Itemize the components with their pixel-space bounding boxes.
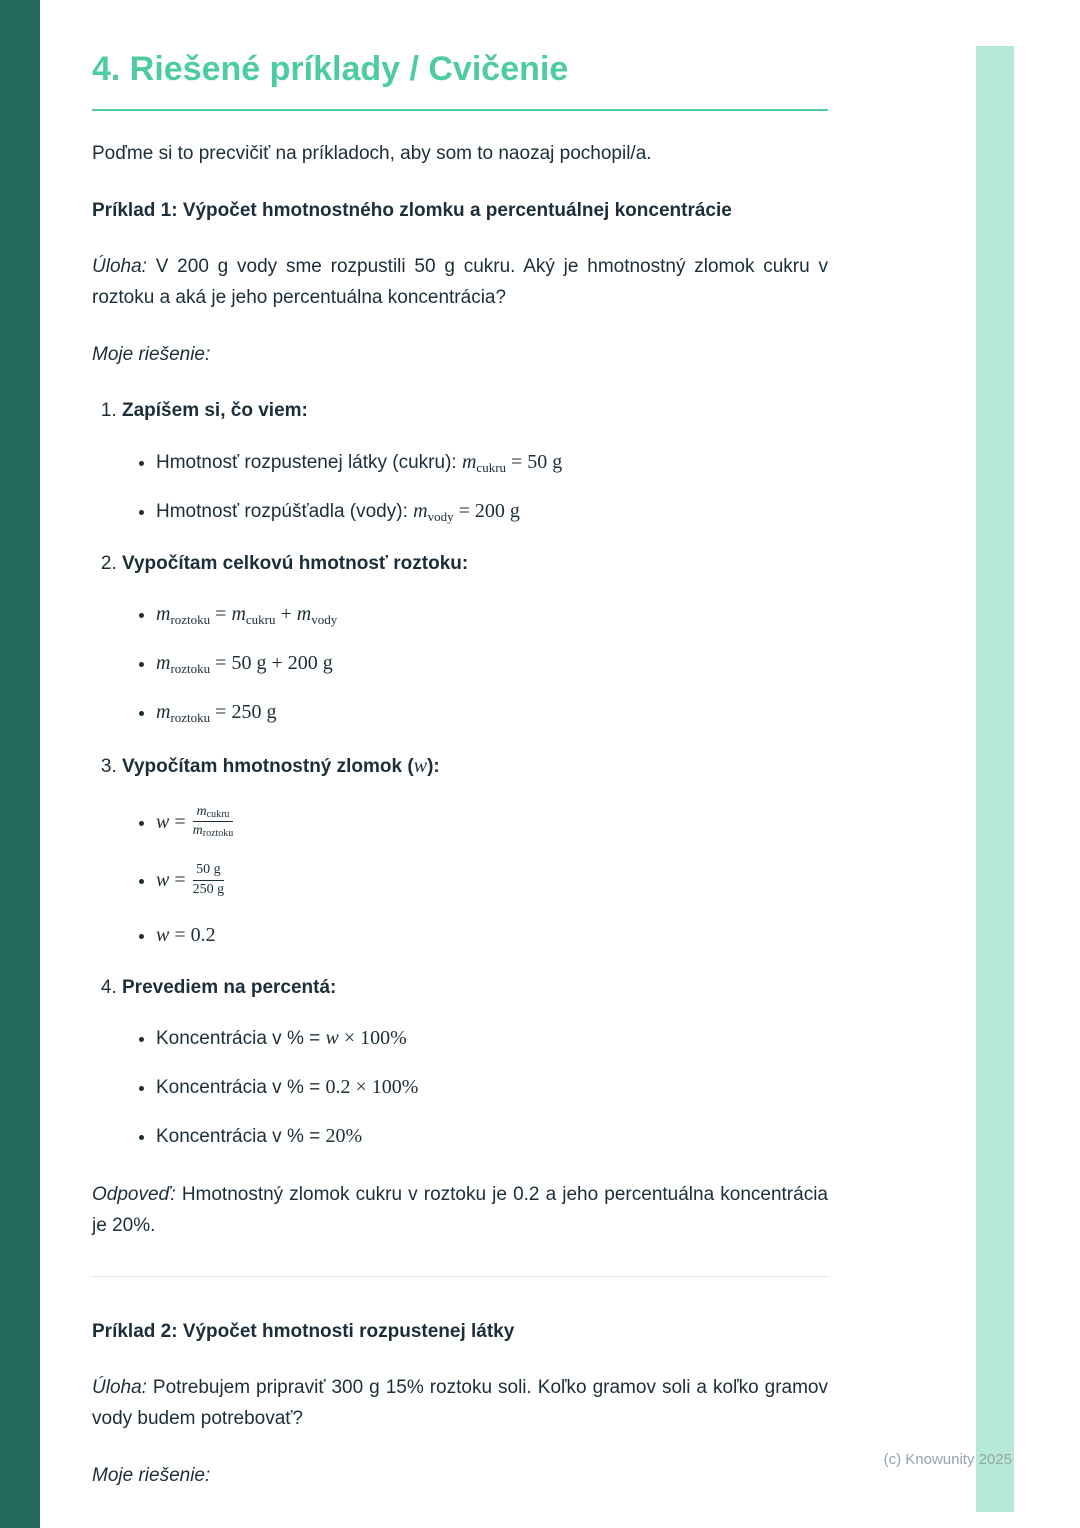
answer-label: Odpoveď: (92, 1184, 176, 1206)
bullet-item (156, 599, 828, 630)
example1-steps-list (92, 396, 828, 1152)
math-expression: $m_{roztoku} = m_{cukru} + m_{vody}$ (156, 603, 338, 628)
right-accent-bar (976, 46, 1014, 1512)
document-content (92, 0, 828, 1517)
step-1-bullets (122, 447, 828, 527)
step-1-title: Zapíšem si, čo viem: (122, 400, 308, 422)
math-expression: 0.2 × 100% (325, 1076, 419, 1099)
bullet-text: Hmotnosť rozpúšťadla (vody): (156, 500, 414, 522)
example1-answer-paragraph (92, 1180, 828, 1242)
example2-solution-label: Moje riešenie: (92, 1464, 211, 1486)
left-accent-bar (0, 0, 40, 1528)
page-title: 4. Riešené príklady / Cvičenie (92, 50, 828, 111)
bullet-item (156, 447, 828, 478)
copyright-footer: (c) Knowunity 2025 (883, 1451, 1012, 1468)
math-expression: $m_{cukru} = 50$ g (461, 450, 563, 475)
math-expression: $m_{roztoku} = 250$ g (156, 701, 277, 726)
math-expression: w × 100% (325, 1027, 407, 1050)
answer-text: Hmotnostný zlomok cukru v roztoku je 0.2 a jeho percentuálna koncentrácia je 20%. (92, 1184, 828, 1236)
task-text: V 200 g vody sme rozpustili 50 g cukru. Aký je hmotnostný zlomok cukru v roztoku a aká je jeho percentuálna koncentrácia? (92, 256, 828, 308)
bullet-item (156, 697, 828, 728)
step-4-title: Prevediem na percentá: (122, 976, 337, 998)
math-expression: $m_{vody} = 200$ g (413, 499, 520, 524)
example2-task-paragraph (92, 1373, 828, 1435)
step-2 (122, 549, 828, 728)
bullet-item (156, 861, 828, 902)
bullet-item (156, 803, 828, 844)
task-label: Úloha: (92, 1377, 147, 1399)
bullet-text: Koncentrácia v % = (156, 1028, 326, 1050)
bullet-item (156, 1121, 828, 1152)
example1-task-paragraph (92, 252, 828, 314)
example1-heading: Príklad 1: Výpočet hmotnostného zlomku a percentuálnej koncentrácie (92, 199, 732, 221)
math-expression: 20% (325, 1125, 363, 1148)
task-text: Potrebujem pripraviť 300 g 15% roztoku soli. Koľko gramov soli a koľko gramov vody budem potrebovať? (92, 1377, 828, 1429)
math-expression: w = $\frac{50 g}{250 g}$ (156, 862, 225, 898)
step-3-bullets (122, 803, 828, 951)
step-4 (122, 973, 828, 1152)
step-3 (122, 750, 828, 951)
math-variable-w: w (413, 755, 428, 778)
bullet-item (156, 496, 828, 527)
step-3-title (122, 756, 440, 777)
bullet-item (156, 1023, 828, 1054)
bullet-text: Koncentrácia v % = (156, 1077, 326, 1099)
bullet-item (156, 648, 828, 679)
step-3-title-pre: Vypočítam hmotnostný zlomok ( (122, 756, 414, 778)
bullet-text: Koncentrácia v % = (156, 1126, 326, 1148)
bullet-text: Hmotnosť rozpustenej látky (cukru): (156, 451, 462, 473)
math-expression: w = 0.2 (156, 923, 216, 946)
section-divider (92, 1276, 828, 1277)
bullet-item (156, 1072, 828, 1103)
math-expression: $m_{roztoku} = 50$ g + 200 g (156, 652, 333, 677)
step-2-title: Vypočítam celkovú hmotnosť roztoku: (122, 552, 469, 574)
step-1 (122, 396, 828, 526)
math-expression: w = $\frac{m_{cukru}}{m_{roztoku}}$ (156, 803, 234, 840)
step-3-title-post: ): (427, 756, 440, 778)
step-2-bullets (122, 599, 828, 728)
example1-solution-label: Moje riešenie: (92, 343, 211, 365)
bullet-item (156, 920, 828, 951)
example2-heading: Príklad 2: Výpočet hmotnosti rozpustenej látky (92, 1320, 515, 1342)
step-4-bullets (122, 1023, 828, 1152)
task-label: Úloha: (92, 256, 147, 278)
intro-paragraph: Poďme si to precvičiť na príkladoch, aby som to naozaj pochopil/a. (92, 143, 652, 164)
